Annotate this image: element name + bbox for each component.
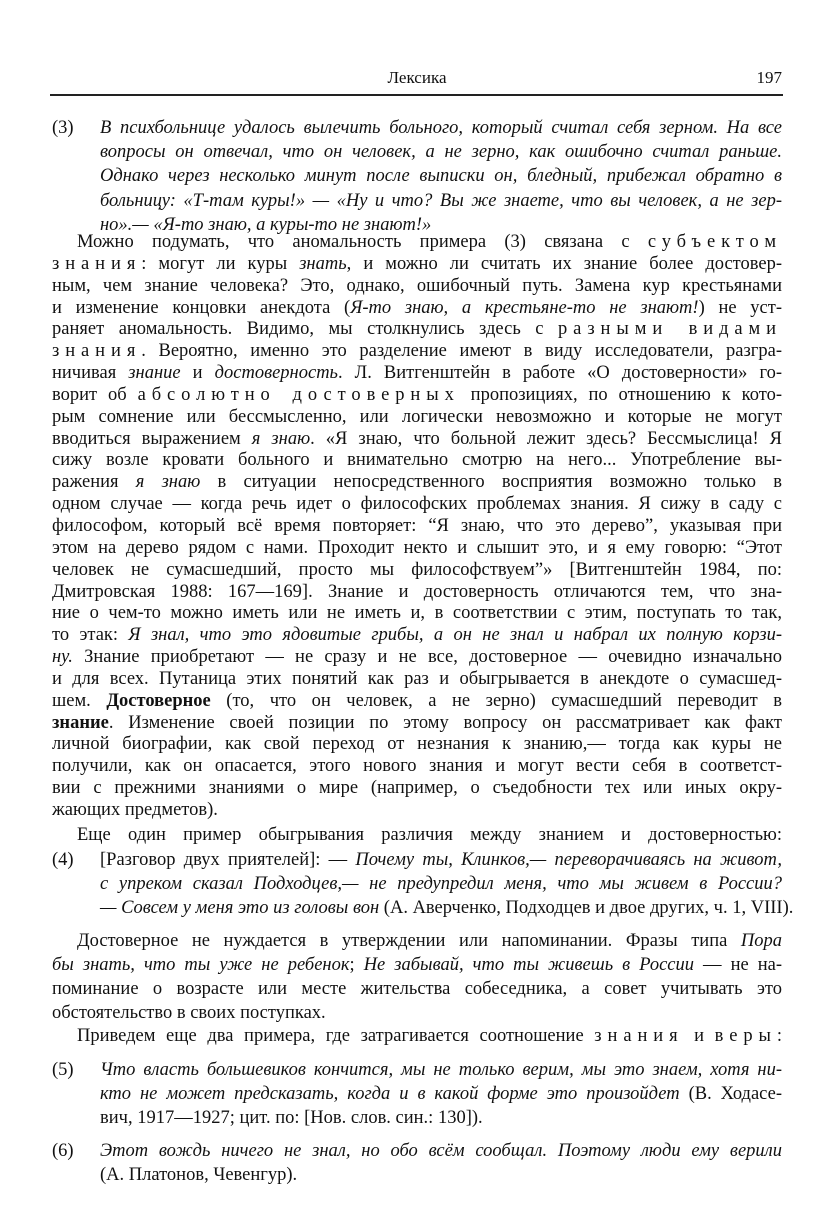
spaced-term: знания — [52, 253, 142, 274]
text: одном случае — когда речь идет о философских проблемах знания. Я сижу в саду с — [52, 494, 782, 515]
example-number: (3) — [52, 118, 74, 138]
text-line — [52, 929, 782, 953]
italic-text: Я знал, что это ядовитые грибы, а он не знал и набрал их полную корзи- — [128, 625, 782, 646]
text: ворит об — [52, 384, 138, 405]
text-line — [100, 1163, 782, 1187]
text: : могут ли куры — [141, 253, 300, 274]
text-line — [52, 953, 782, 977]
italic-text: знание — [128, 363, 181, 384]
spaced-term: абсолютно достоверных — [137, 384, 460, 405]
text: и — [683, 1026, 715, 1046]
text: . Изменение своей позиции по этому вопросу он рассматривает как факт — [108, 712, 782, 733]
text: и для всех. Путаница этих понятий как раз и обыгрывается в анекдоте о сумасшед- — [52, 668, 782, 689]
text-line — [52, 341, 782, 363]
page-number: 197 — [756, 68, 782, 87]
text: этом на дерево рядом с нами. Проходит некто и слышит это, и я ему говорю: “Этот — [52, 537, 782, 558]
text-line — [52, 713, 782, 735]
text: обстоятельство в своих поступках. — [52, 1003, 326, 1023]
text: Достоверное не нуждается в утверждении или напоминании. Фразы типа — [77, 931, 741, 951]
italic-text: Что власть большевиков кончится, мы не только верим, мы это знаем, хотя ни- — [100, 1060, 782, 1080]
text-line — [100, 164, 782, 188]
text: Приведем еще два примера, где затрагивается соотношение — [77, 1026, 595, 1046]
text: философом, который всё время повторяет: “Я знаю, что это дерево”, указывая при — [52, 515, 782, 536]
text-line — [100, 1082, 782, 1106]
example-number: (5) — [52, 1060, 74, 1080]
text-line — [52, 560, 782, 582]
italic-text: бы знать, что ты уже не ребенок — [52, 955, 350, 975]
text-line — [52, 603, 782, 625]
italic-text: но».— «Я-то знаю, а куры-то не знают!» — [100, 214, 432, 235]
example-4 — [52, 848, 794, 920]
text: , и можно ли считать их знание более достовер- — [346, 253, 782, 274]
text-line — [52, 1001, 782, 1025]
text: (В. Ходасе- — [679, 1084, 782, 1104]
text: получили, как он опасается, этого нового знания и могут вести себя в соответст- — [52, 756, 782, 777]
example-5 — [52, 1058, 782, 1130]
text-line — [100, 896, 794, 920]
running-header — [52, 68, 782, 92]
text-line — [52, 319, 782, 341]
text: . Л. Витгенштейн в работе «О достоверности» го- — [337, 363, 783, 384]
text: рым сомнение или бессмысленно, или логически невозможно и которые не могут — [52, 406, 782, 427]
text-line — [52, 363, 782, 385]
example-number: (6) — [52, 1141, 74, 1161]
text: пропозициях, по отношению к кото- — [459, 384, 782, 405]
text: Еще один пример обыгрывания различия между знанием и достоверностью: — [77, 825, 782, 845]
text: ; — [349, 955, 364, 975]
italic-text: я знаю — [135, 472, 201, 493]
text-line — [52, 800, 782, 822]
text-line — [52, 494, 782, 516]
text: (то, что он человек, а не зерно) сумасшедший переводит в — [210, 690, 783, 711]
italic-text: Этот вождь ничего не знал, но обо всём сообщал. Поэтому люди ему верили — [100, 1141, 782, 1161]
text: : — [776, 1026, 783, 1046]
text: ничивая — [52, 363, 129, 384]
text-line — [52, 977, 782, 1001]
paragraph-intro-example-4 — [52, 824, 782, 846]
text-line — [52, 778, 782, 800]
text: ние о чем-то можно иметь или не иметь и, в соответствии с этим, поступать то так, — [52, 603, 782, 624]
spaced-term: разными видами — [558, 319, 782, 340]
italic-text: Не забывай, что ты живешь в России — [363, 955, 695, 975]
text-line — [100, 140, 782, 164]
text-line — [52, 232, 782, 254]
text: раняет аномальность. Видимо, мы столкнулись здесь с — [52, 319, 559, 340]
bold-text: знание — [52, 712, 109, 733]
text: — не на- — [694, 955, 782, 975]
italic-text: Однако через несколько минут после выписки он, бледный, прибежал обратно в — [100, 166, 782, 187]
text-line — [52, 298, 782, 320]
text-line — [52, 1025, 782, 1047]
text: личной биографии, как свой переход от незнания к знанию,— тогда как куры не — [52, 734, 782, 755]
italic-text: знать — [299, 253, 347, 274]
text: ) не уст- — [698, 297, 782, 318]
text-line — [100, 1139, 782, 1163]
example-number: (4) — [52, 850, 74, 870]
text: то этак: — [52, 625, 129, 646]
text: Можно подумать, что аномальность примера (3) связана с — [77, 232, 648, 252]
text-line — [100, 116, 782, 140]
text: и изменение концовки анекдота ( — [52, 297, 351, 318]
text-line — [100, 872, 782, 896]
example-3 — [52, 116, 782, 237]
text: . Вероятно, именно это разделение имеют в виду исследователи, разгра- — [141, 341, 782, 362]
text-line — [52, 472, 782, 494]
paragraph-knowledge — [52, 232, 782, 822]
italic-text: вопросы он отвечал, что он человек, а не зерно, как ошибочно считал раньше. — [100, 142, 782, 163]
text: Дмитровская 1988: 167—169]. Знание и достоверность отличаются тем, что зна- — [52, 581, 782, 602]
text-line — [52, 647, 782, 669]
italic-text: Почему ты, Клинков,— переворачиваясь на живот, — [355, 850, 782, 870]
italic-text: кто не может предсказать, когда и в какой форме это произойдет — [100, 1084, 680, 1104]
text-line — [52, 407, 782, 429]
text: (А. Аверченко, Подходцев и двое других, ч. 1, VIII). — [379, 898, 794, 918]
text: [Разговор двух приятелей]: — — [100, 850, 356, 870]
text-line — [52, 824, 782, 846]
text: ным, чем знание человека? Это, однако, ошибочный путь. Замена кур крестьянами — [52, 275, 782, 296]
text-line — [52, 538, 782, 560]
text: вводиться выражением — [52, 428, 252, 449]
text-line — [100, 189, 782, 213]
text: и — [180, 363, 215, 384]
text: в ситуации непосредственного восприятия возможно только в — [200, 472, 782, 493]
text: жающих предметов). — [52, 799, 218, 820]
text: вии с прежними знаниями о мире (например, о съедобности тех или иных окру- — [52, 778, 782, 799]
text-line — [100, 848, 782, 872]
text-line — [52, 450, 782, 472]
text: Знание приобретают — не сразу и не все, достоверное — очевидно изначально — [72, 647, 782, 668]
spaced-term: веры — [714, 1026, 777, 1046]
text: . «Я знаю, что больной лежит здесь? Бессмыслица! Я — [310, 428, 782, 449]
italic-text: Пора — [740, 931, 782, 951]
text: человек не сумасшедший, просто мы философствуем”» [Витгенштейн 1984, по: — [52, 559, 782, 580]
text: сижу возле кровати больного и внимательно смотрю на него... Употребление вы- — [52, 450, 782, 471]
text-line — [52, 385, 782, 407]
running-title: Лексика — [387, 68, 447, 87]
text-line — [100, 1106, 782, 1130]
italic-text: больницу: «Т-там куры!» — «Ну и что? Вы же знаете, что вы человек, а не зер- — [100, 190, 782, 211]
text: вич, 1917—1927; цит. по: [Нов. слов. син.: 130]). — [100, 1108, 483, 1128]
text: шем. — [52, 690, 107, 711]
bold-text: Достоверное — [106, 690, 211, 711]
italic-text: с упреком сказал Подходцев,— не предупредил меня, что мы живем в России? — [100, 874, 782, 894]
header-rule — [50, 94, 783, 96]
italic-text: — Совсем у меня это из головы вон — [100, 898, 380, 918]
text-line — [52, 276, 782, 298]
example-6 — [52, 1139, 782, 1187]
italic-text: В психбольнице удалось вылечить больного, который считал себя зерном. На все — [100, 118, 782, 138]
text-line — [52, 582, 782, 604]
text-line — [52, 625, 782, 647]
italic-text: ну. — [52, 647, 73, 668]
paragraph-certainty — [52, 929, 782, 1025]
italic-text: Я-то знаю, а крестьяне-то не знают! — [350, 297, 699, 318]
text-line — [52, 669, 782, 691]
spaced-term: субъектом — [647, 232, 782, 252]
text: ражения — [52, 472, 136, 493]
text-line — [52, 734, 782, 756]
italic-text: достоверность — [214, 363, 338, 384]
text-line — [52, 254, 782, 276]
text-line — [52, 691, 782, 713]
spaced-term: знания — [594, 1026, 684, 1046]
text: поминание о возрасте или месте жительства собеседника, а совет учитывать это — [52, 979, 782, 999]
spaced-term: знания — [52, 341, 142, 362]
text-line — [52, 516, 782, 538]
italic-text: я знаю — [251, 428, 311, 449]
text-line — [100, 1058, 782, 1082]
text-line — [52, 756, 782, 778]
text-line — [52, 429, 782, 451]
paragraph-intro-examples — [52, 1025, 782, 1047]
text: (А. Платонов, Чевенгур). — [100, 1165, 298, 1185]
